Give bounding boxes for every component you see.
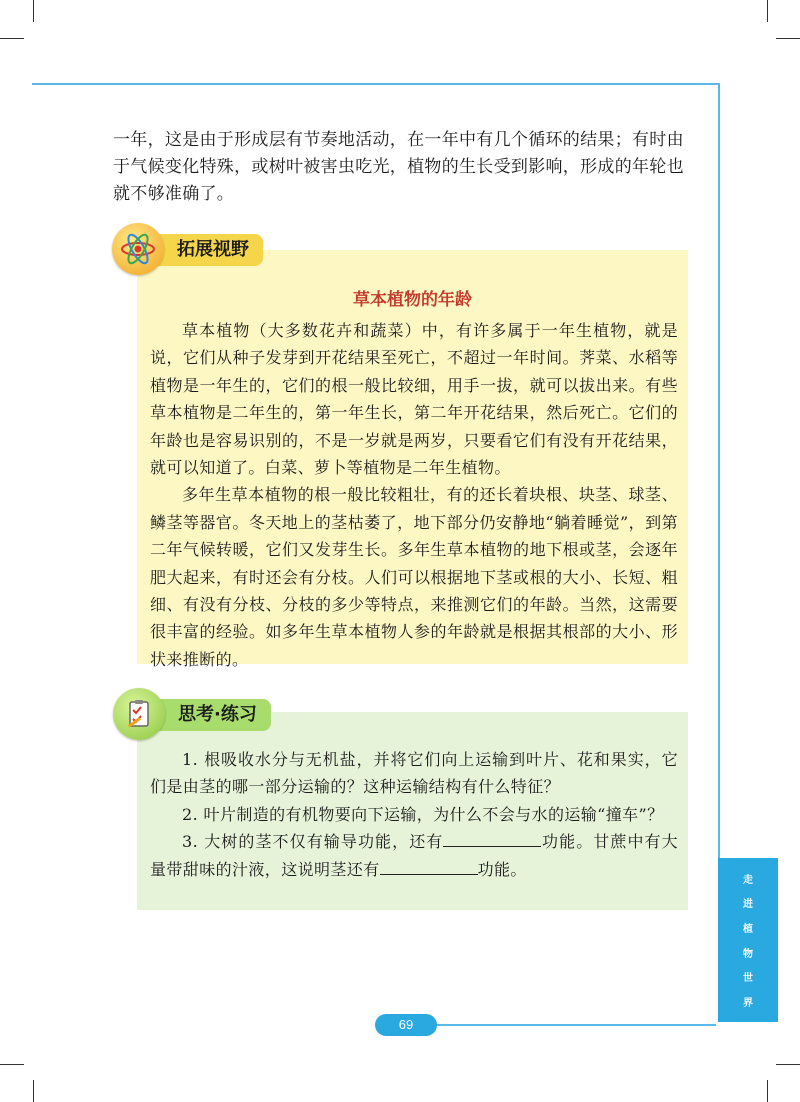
page-number: 69 [375,1014,437,1036]
expand-section-title: 草本植物的年龄 [353,290,472,310]
side-tab-char: 物 [743,948,753,960]
paragraph: 多年生草本植物的根一般比较粗壮，有的还长着块根、块茎、球茎、鳞茎等器官。冬天地上的茎枯萎了，地下部分仍安静地“躺着睡觉”，到第二年气候转暖，它们又发芽生长。多年生草本植物的地下根或茎，会逐年肥大起来，有时还会有分枝。人们可以根据地下茎或根的大小、长短、粗细、有没有分枝、分枝的多少等特点，来推测它们的年龄。当然，这需要很丰富的经验。如多年生草本植物人参的年龄就是根据其根部的大小、形状来推断的。 [150,485,678,669]
page-number-line [436,1024,716,1026]
question-3-part: 3. 大树的茎不仅有输导功能，还有 [182,832,444,852]
expand-section-text [150,317,678,673]
intro-paragraph: 一年，这是由于形成层有节奏地活动，在一年中有几个循环的结果；有时由于气候变化特殊，或树叶被害虫吃光，植物的生长受到影响，形成的年轮也就不够准确了。 [113,130,684,204]
expand-section-badge: 拓展视野 [127,234,263,266]
question-3-part: 功能。甘蔗中有大量带甜味的汁液，这说明茎还有 [150,832,678,879]
crop-mark [0,38,24,39]
think-section-badge: 思考·练习 [128,699,271,731]
atom-icon [112,223,164,275]
answer-blank [443,830,541,847]
page-frame-top [32,83,720,85]
side-tab-char: 走 [743,874,753,886]
question-3-part: 功能。 [477,859,527,879]
question-3 [150,828,678,883]
answer-blank [380,858,478,875]
crop-mark [767,0,768,22]
crop-mark [776,38,800,39]
side-tab-char: 植 [743,924,753,936]
crop-mark [767,1080,768,1102]
crop-mark [33,0,34,22]
clipboard-icon [113,688,165,740]
think-questions [150,746,678,883]
side-tab-char: 世 [743,973,753,985]
page-frame-right [718,83,720,858]
paragraph: 草本植物（大多数花卉和蔬菜）中，有许多属于一年生植物，就是说，它们从种子发芽到开花结果至死亡，不超过一年时间。荠菜、水稻等植物是一年生的，它们的根一般比较细，用手一拔，就可以拔出来。有些草本植物是二年生的，第一年生长，第二年开花结果，然后死亡。它们的年龄也是容易识别的，不是一岁就是两岁，只要看它们有没有开花结果，就可以知道了。白菜、萝卜等植物是二年生植物。 [150,321,678,478]
question-1: 1. 根吸收水分与无机盐，并将它们向上运输到叶片、花和果实，它们是由茎的哪一部分运输的？这种运输结构有什么特征？ [150,750,678,797]
crop-mark [33,1080,34,1102]
crop-mark [776,1064,800,1065]
side-tab-char: 进 [743,899,753,911]
question-2: 2. 叶片制造的有机物要向下运输，为什么不会与水的运输“撞车”？ [182,804,664,824]
side-tab-char: 界 [743,998,753,1010]
chapter-side-tab [718,858,778,1022]
crop-mark [0,1064,24,1065]
